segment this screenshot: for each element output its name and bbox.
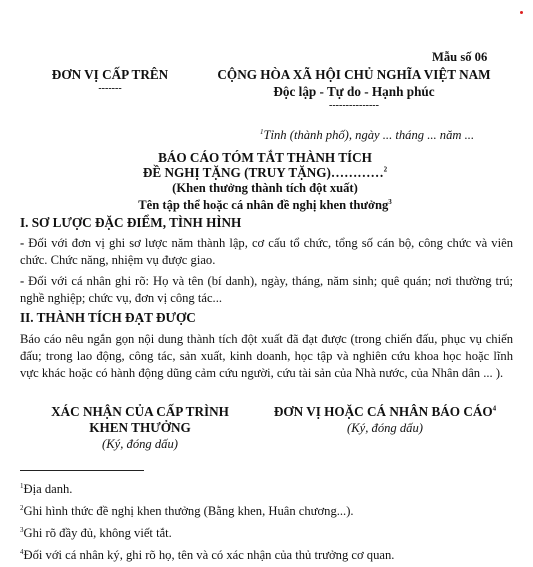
footnote-separator <box>20 470 144 471</box>
republic-name: CỘNG HÒA XÃ HỘI CHỦ NGHĨA VIỆT NAM <box>217 67 491 82</box>
section-1-paragraph-unit <box>20 235 513 269</box>
section-1-paragraph-person <box>20 273 513 307</box>
form-number: Mẫu số 06 <box>432 50 488 64</box>
section-2-paragraph: Báo cáo nêu ngắn gọn nội dung thành tích đột xuất đã đạt được (trong chiến đấu, phục vụ chiến đấu; trong lao động, công tác, sản xuất, kinh doanh, học tập và nghiên cứu khoa học hoặc lĩnh vực khác hoặc có hành động dũng cảm cứu người, cứu tài sản của Nhà nước, của Nhân dân ... ). <box>20 332 513 380</box>
report-type: (Khen thưởng thành tích đột xuất) <box>172 181 358 195</box>
footnote-text: Ghi rõ đầy đủ, không viết tắt. <box>23 526 172 540</box>
red-dot-mark <box>520 11 523 14</box>
footnote-4 <box>20 548 394 563</box>
right-signature-title-text: ĐƠN VỊ HOẶC CÁ NHÂN BÁO CÁO <box>273 404 493 419</box>
footnote-3 <box>20 526 172 541</box>
section-1-unit-text: Đối với đơn vị ghi sơ lược năm thành lập, cơ cấu tổ chức, tổng số cán bộ, công chức và viên chức. Chức năng, nhiệm vụ được giao. <box>20 236 513 267</box>
section-2-heading: II. THÀNH TÍCH ĐẠT ĐƯỢC <box>20 310 196 325</box>
footnote-text: Địa danh. <box>23 482 73 496</box>
nominee-name-text: Tên tập thể hoặc cá nhân đề nghị khen thưởng <box>138 198 389 212</box>
footnote-ref-2: 2 <box>383 165 388 174</box>
section-1-heading: I. SƠ LƯỢC ĐẶC ĐIỂM, TÌNH HÌNH <box>20 215 242 230</box>
nominee-name-label <box>60 198 470 213</box>
right-signature-title <box>255 404 515 420</box>
footnote-text: Ghi hình thức đề nghị khen thưởng (Bằng khen, Huân chương...). <box>23 504 354 518</box>
footnote-ref-1: 1 <box>260 127 264 136</box>
left-header-org: ĐƠN VỊ CẤP TRÊN <box>51 67 169 82</box>
place-date <box>260 128 474 143</box>
footnote-1 <box>20 482 72 497</box>
bullet-dash: - <box>20 236 25 250</box>
report-subtitle <box>90 165 440 181</box>
left-signature-title: XÁC NHẬN CỦA CẤP TRÌNH KHEN THƯỞNG <box>51 404 229 435</box>
footnote-number: 4 <box>20 547 24 556</box>
right-signature-instruction: (Ký, đóng dấu) <box>347 421 423 435</box>
footnote-2 <box>20 504 354 519</box>
bullet-dash: - <box>20 274 25 288</box>
footnote-ref-3: 3 <box>388 197 392 206</box>
footnote-number: 3 <box>20 525 24 534</box>
footnote-ref-4: 4 <box>492 404 497 413</box>
report-subtitle-text: ĐỀ NGHỊ TẶNG (TRUY TẶNG)………… <box>142 165 384 180</box>
motto-rule: --------------- <box>329 100 379 111</box>
footnote-number: 1 <box>20 481 24 490</box>
left-signature-instruction: (Ký, đóng dấu) <box>102 437 178 451</box>
report-title: BÁO CÁO TÓM TẮT THÀNH TÍCH <box>158 150 372 165</box>
left-header-rule: ------- <box>98 83 122 94</box>
section-1-person-text: Đối với cá nhân ghi rõ: Họ và tên (bí danh), ngày, tháng, năm sinh; quê quán; nơi thường trú; nghề nghiệp; chức vụ, đơn vị công tác... <box>20 274 513 305</box>
footnote-text: Đối với cá nhân ký, ghi rõ họ, tên và có xác nhận của thủ trưởng cơ quan. <box>23 548 395 562</box>
motto: Độc lập - Tự do - Hạnh phúc <box>273 84 435 99</box>
footnote-number: 2 <box>20 503 24 512</box>
place-date-text: Tỉnh (thành phố), ngày ... tháng ... năm ... <box>263 128 475 142</box>
